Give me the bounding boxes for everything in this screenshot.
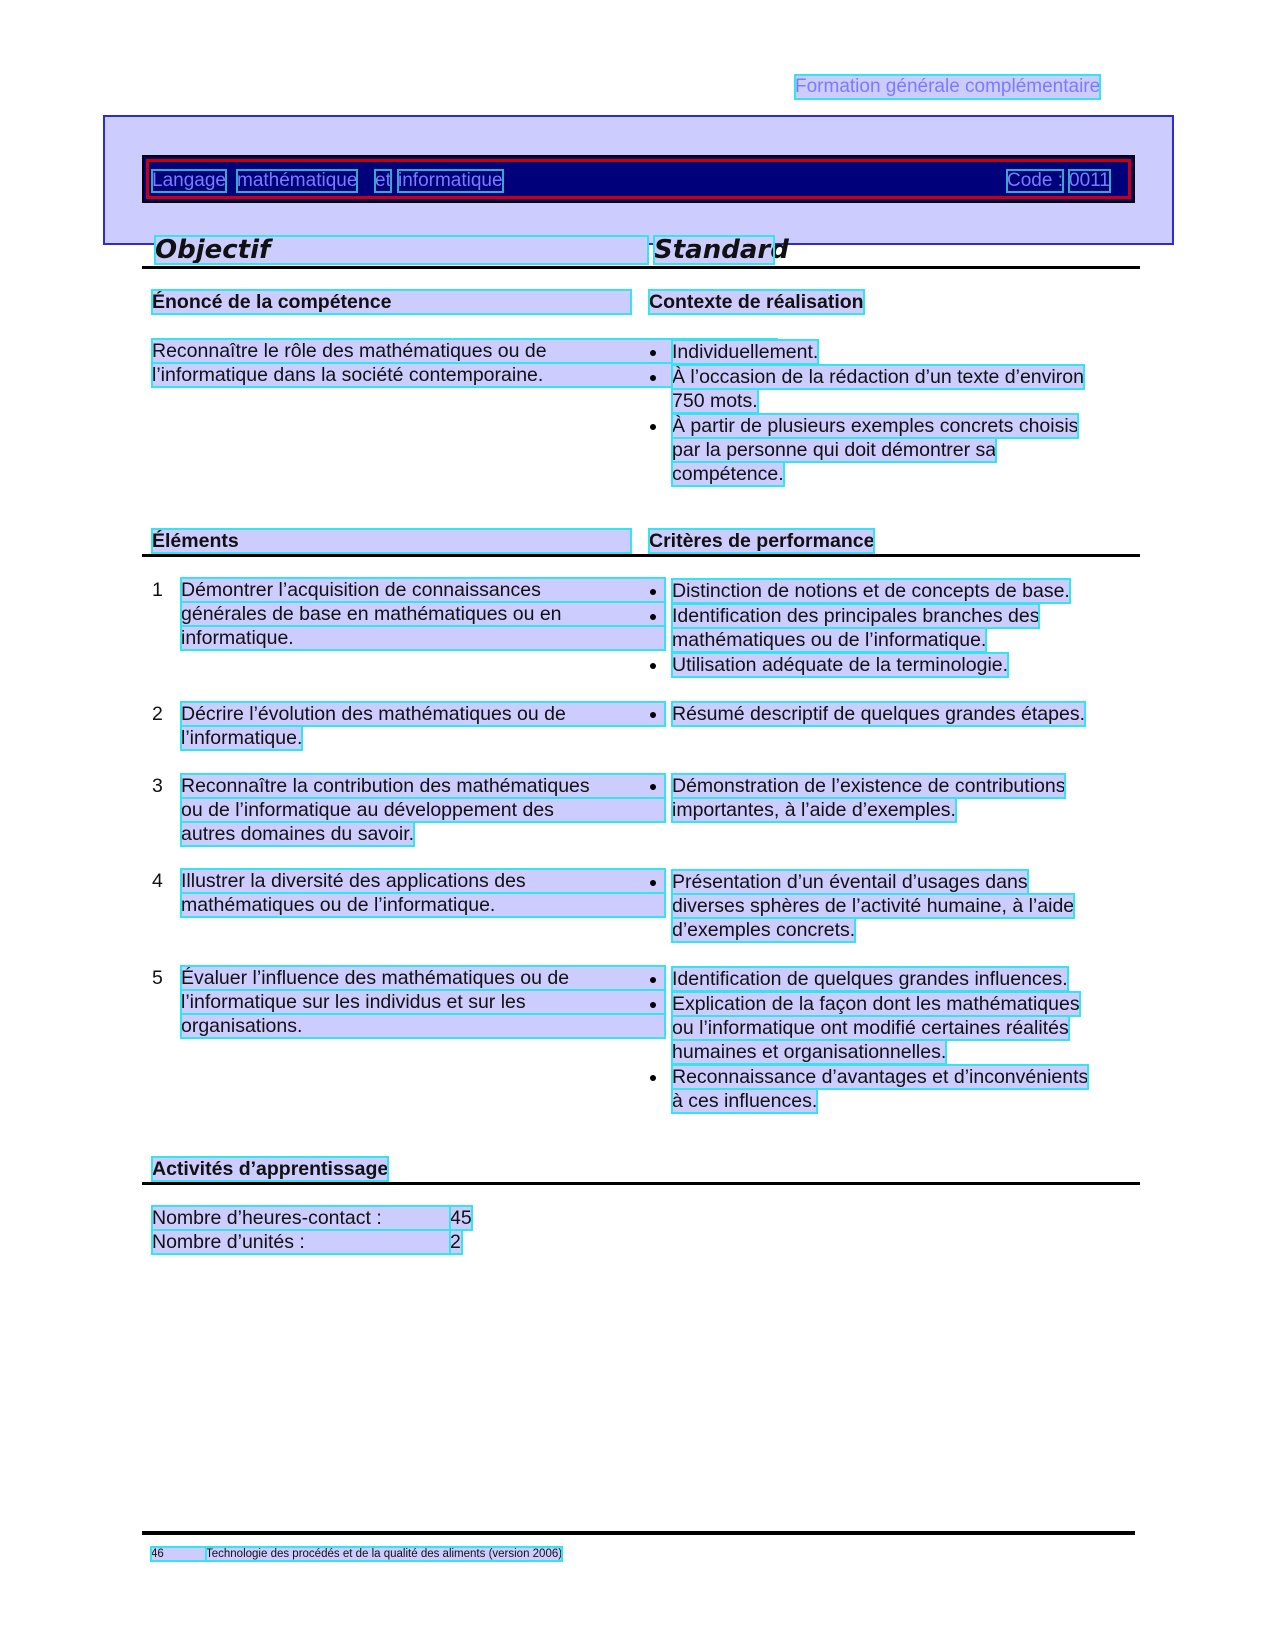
criterion-line: Résumé descriptif de quelques grandes étapes.	[672, 703, 1086, 725]
criterion-line: à ces influences.	[672, 1090, 818, 1112]
criterion-line: mathématiques ou de l’informatique.	[672, 629, 987, 651]
course-title-word: Langage	[152, 170, 226, 191]
criterion-line: Démonstration de l’existence de contributions	[672, 775, 1066, 797]
criterion-line: ou l’informatique ont modifié certaines réalités	[672, 1017, 1069, 1039]
bullet-icon	[650, 663, 656, 669]
bullet-icon	[650, 784, 656, 790]
element-line: l’informatique sur les individus et sur les	[181, 990, 665, 1014]
standard-heading: Standard	[654, 235, 789, 265]
bullet-icon	[650, 1002, 656, 1008]
page-number: 46	[151, 1547, 206, 1561]
criterion-line: Identification des principales branches des	[672, 605, 1040, 627]
objectif-heading: Objectif	[155, 236, 648, 264]
heures-contact-value: 45	[450, 1207, 472, 1229]
bullet-icon	[650, 1075, 656, 1081]
divider	[142, 554, 1140, 557]
criterion-line: diverses sphères de l’activité humaine, à l’aide	[672, 895, 1075, 917]
bullet-icon	[650, 712, 656, 718]
formation-label: Formation générale complémentaire	[795, 76, 1101, 97]
activites-heading: Activités d’apprentissage	[152, 1158, 389, 1180]
element-line: Illustrer la diversité des applications des	[181, 869, 665, 893]
contexte-item: par la personne qui doit démontrer sa	[672, 439, 997, 461]
heures-contact-label: Nombre d’heures-contact :	[152, 1206, 450, 1230]
code-label: Code :	[1007, 170, 1063, 191]
element-line: organisations.	[181, 1014, 665, 1038]
element-line: Démontrer l’acquisition de connaissances	[181, 578, 665, 602]
element-number: 2	[152, 703, 163, 725]
element-line: Décrire l’évolution des mathématiques ou de	[181, 702, 665, 726]
competence-line: l’informatique dans la société contemporaine.	[152, 363, 777, 387]
contexte-item: À partir de plusieurs exemples concrets choisis	[672, 415, 1079, 437]
element-line: ou de l’informatique au développement des	[181, 798, 665, 822]
contexte-item: À l’occasion de la rédaction d’un texte d’environ	[672, 366, 1084, 388]
element-number: 1	[152, 579, 163, 601]
criterion-line: d’exemples concrets.	[672, 919, 856, 941]
footer-rule	[142, 1531, 1135, 1535]
criterion-line: Reconnaissance d’avantages et d’inconvénients	[672, 1066, 1089, 1088]
contexte-item: compétence.	[672, 463, 784, 485]
contexte-item: 750 mots.	[672, 390, 758, 412]
criterion-line: Distinction de notions et de concepts de base.	[672, 580, 1070, 602]
course-title-word: informatique	[398, 170, 503, 191]
bullet-icon	[650, 614, 656, 620]
element-line: Reconnaître la contribution des mathématiques	[181, 774, 665, 798]
contexte-item: Individuellement.	[672, 341, 819, 363]
footer-text: Technologie des procédés et de la qualité des aliments (version 2006)	[206, 1548, 563, 1560]
elements-heading: Éléments	[152, 529, 631, 553]
criterion-line: importantes, à l’aide d’exemples.	[672, 799, 956, 821]
criterion-line: Présentation d’un éventail d’usages dans	[672, 871, 1028, 893]
bullet-icon	[650, 977, 656, 983]
contexte-heading: Contexte de réalisation	[649, 291, 864, 313]
criterion-line: Utilisation adéquate de la terminologie.	[672, 654, 1009, 676]
course-title-word: mathématique	[237, 170, 358, 191]
criteres-heading: Critères de performance	[649, 530, 875, 552]
bullet-icon	[650, 375, 656, 381]
criterion-line: Explication de la façon dont les mathématiques	[672, 993, 1080, 1015]
element-line: informatique.	[181, 626, 665, 650]
competence-line: Reconnaître le rôle des mathématiques ou de	[152, 339, 777, 363]
code-value: 0011	[1069, 170, 1110, 191]
element-number: 3	[152, 775, 163, 797]
element-line: mathématiques ou de l’informatique.	[181, 893, 665, 917]
element-number: 4	[152, 870, 163, 892]
element-line: autres domaines du savoir.	[181, 823, 415, 845]
course-title-word: et	[375, 170, 391, 191]
bullet-icon	[650, 350, 656, 356]
divider	[142, 266, 1140, 269]
element-line: Évaluer l’influence des mathématiques ou de	[181, 966, 665, 990]
divider	[142, 1182, 1140, 1185]
element-number: 5	[152, 967, 163, 989]
criterion-line: humaines et organisationnelles.	[672, 1041, 947, 1063]
bullet-icon	[650, 589, 656, 595]
bullet-icon	[650, 424, 656, 430]
criterion-line: Identification de quelques grandes influences.	[672, 968, 1068, 990]
unites-value: 2	[450, 1231, 461, 1253]
unites-label: Nombre d’unités :	[152, 1230, 450, 1254]
competence-heading: Énoncé de la compétence	[152, 290, 631, 314]
element-line: générales de base en mathématiques ou en	[181, 602, 665, 626]
bullet-icon	[650, 880, 656, 886]
element-line: l’informatique.	[181, 727, 303, 749]
